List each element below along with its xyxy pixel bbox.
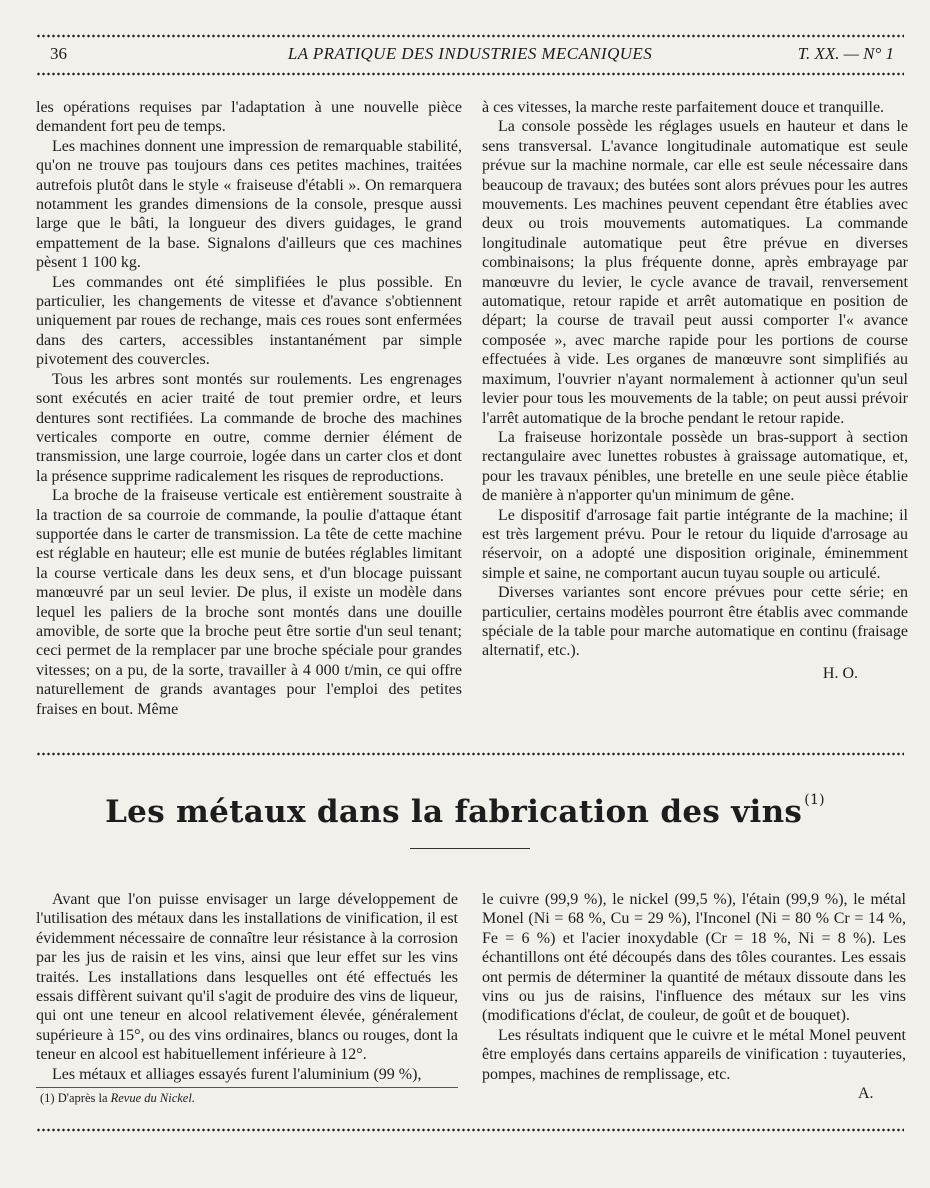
paragraph: les opérations requises par l'adaptation à une nouvelle pièce demandent fort peu de temps.: [36, 99, 462, 136]
title-rule: [410, 848, 530, 849]
article-title: Les métaux dans la fabrication des vins $^{(1)}$: [105, 792, 825, 830]
paragraph: Les métaux et alliages essayés furent l'aluminium (99 %),: [52, 1065, 422, 1083]
paragraph: Tous les arbres sont montés sur roulements. Les engrenages sont exécutés en acier traité de tout premier ordre, et leurs dentures sont rectifiées. La commande de broche des machines verticales comporte en outre, comme dernier élément de transmission, une large courroie, logée dans un carter clos et dont la présence supprime radicalement les risques de reproductions.: [36, 370, 462, 485]
footnote-source: Revue du Nickel.: [110, 1091, 195, 1105]
paragraph: Le dispositif d'arrosage fait partie intégrante de la machine; il est très largement prévu. Pour le retour du liquide d'arrosage au réservoir, on a adopté une disposition originale, éminemment simple et saine, ne comportant aucun tuyau souple ou articulé.: [482, 506, 908, 582]
bottom-dotted-rule: [36, 1128, 904, 1132]
paragraph: à ces vitesses, la marche reste parfaitement douce et tranquille.: [482, 99, 885, 116]
journal-title: LA PRATIQUE DES INDUSTRIES MECANIQUES: [287, 44, 653, 63]
running-head: [36, 44, 904, 66]
header-dotted-rule: [36, 72, 904, 76]
paragraph: La fraiseuse horizontale possède un bras-support à section rectangulaire avec lunettes robustes à graissage automatique, et, pour les travaux pénibles, une bretelle en une seule pièce établie de manière à n'apporter qu'un minimum de gêne.: [482, 428, 908, 505]
author-signature: H. O.: [822, 664, 858, 682]
article-top-right-column: [482, 98, 908, 683]
paragraph: Les machines donnent une impression de remarquable stabilité, qu'on ne trouve pas toujours dans ces petites machines, traitées autrefois plutôt dans le style « fraiseuse d'établi ». On remarquera notamment les grandes dimensions de la console, presque aussi large que le bâti, la longueur des divers guidages, le grand empattement de la base. Signalons d'ailleurs que ces machines pèsent 1 100 kg.: [36, 137, 462, 272]
title-footnote-mark: (1): [804, 792, 825, 808]
article-title-block: [0, 792, 930, 830]
paragraph: Les commandes ont été simplifiées le plus possible. En particulier, les changements de vitesse et d'avance s'obtiennent uniquement par roues de rechange, mais ces roues sont enfermées dans des carters, accessibles instantanément par simple pivotement des couvercles.: [36, 273, 462, 369]
article-bottom-left-column: [36, 890, 458, 1084]
section-dotted-rule: [36, 752, 904, 756]
article-bottom-right-column: [482, 890, 906, 1084]
footnote: (1) D'après la Revue du Nickel.: [40, 1091, 195, 1105]
page-number: 36: [50, 44, 67, 63]
top-dotted-rule: [36, 34, 904, 38]
article-top-left-column: [36, 98, 462, 719]
paragraph: La console possède les réglages usuels en hauteur et dans le sens transversal. L'avance longitudinale automatique est seule prévue sur la machine normale, car elle est seule nécessaire dans beaucoup de travaux; des butées sont alors prévues pour les autres mouvements. Les machines peuvent cependant être établies avec deux ou trois mouvements automatiques. La commande longitudinale automatique peut être prévue en diverses combinaisons; la plus fréquente donne, après embrayage par manœuvre du levier, le cycle avance de travail, renversement automatique, retour rapide et arrêt automatique en position de départ; la course de travail peut aussi comporter l'« avance composée », avec marche rapide pour les portions de course effectuées à vide. Les organes de manœuvre sont simplifiés au maximum, l'ouvrier n'ayant normalement à actionner qu'un seul levier pour tous les mouvements de la table; on peut aussi prévoir l'arrêt automatique de la broche pendant le retour rapide.: [482, 118, 908, 427]
issue-number: T. XX. — N° 1: [797, 44, 894, 63]
paragraph: Diverses variantes sont encore prévues pour cette série; en particulier, certains modèles pourront être établis avec commande spéciale de la table pour marche automatique en continu (fraisage alternatif, etc.).: [482, 584, 908, 660]
author-signature-bottom: A.: [858, 1085, 874, 1102]
paragraph: Les résultats indiquent que le cuivre et le métal Monel peuvent être employés dans certains appareils de vinification : tuyauteries, pompes, machines de remplissage, etc.: [482, 1026, 906, 1083]
paragraph: Avant que l'on puisse envisager un large développement de l'utilisation des métaux dans les installations de vinification, il est évidemment nécessaire de connaître leur résistance à la corrosion par les jus de raisin et les vins, ainsi que leur effet sur les vins traités. Les installations dans lesquelles ont été effectués les essais diffèrent suivant qu'il s'agit de produire des vins de liqueur, qui ont une teneur en alcool relativement élevée, généralement supérieure à 15°, ou des vins ordinaires, blancs ou rouges, dont la teneur en alcool est habituellement inférieure à 12°.: [36, 891, 458, 1064]
paragraph: La broche de la fraiseuse verticale est entièrement soustraite à la traction de sa courroie de commande, la poulie d'attaque étant supportée dans le carter de transmission. La tête de cette machine est réglable en hauteur; elle est munie de butées réglables limitant la course verticale dans les deux sens, et d'un blocage puissant manœuvré par un seul levier. De plus, il existe un modèle dans lequel les paliers de la broche sont montés dans une douille amovible, de sorte que la broche peut être sortie d'un seul tenant; ceci permet de la remplacer par une broche spéciale pour grandes vitesses; on a pu, de la sorte, travailler à 4 000 t/min, ce qui offre naturellement de grands avantages pour l'emploi des petites fraises en bout. Même: [36, 487, 462, 718]
footnote-rule: [36, 1087, 458, 1088]
paragraph: le cuivre (99,9 %), le nickel (99,5 %), l'étain (99,9 %), le métal Monel (Ni = 68 %, Cu = 29 %), l'Inconel (Ni = 80 % Cr = 14 %, Fe = 6 %) et l'acier inoxydable (Cr = 18 %, Ni = 8 %). Les échantillons ont été découpés dans des tôles courantes. Les essais ont permis de déterminer la quantité de métaux dissoute dans les vins ou jus de raisins, l'influence des métaux sur les vins (modifications d'éclat, de couleur, de goût et de bouquet).: [482, 891, 906, 1025]
